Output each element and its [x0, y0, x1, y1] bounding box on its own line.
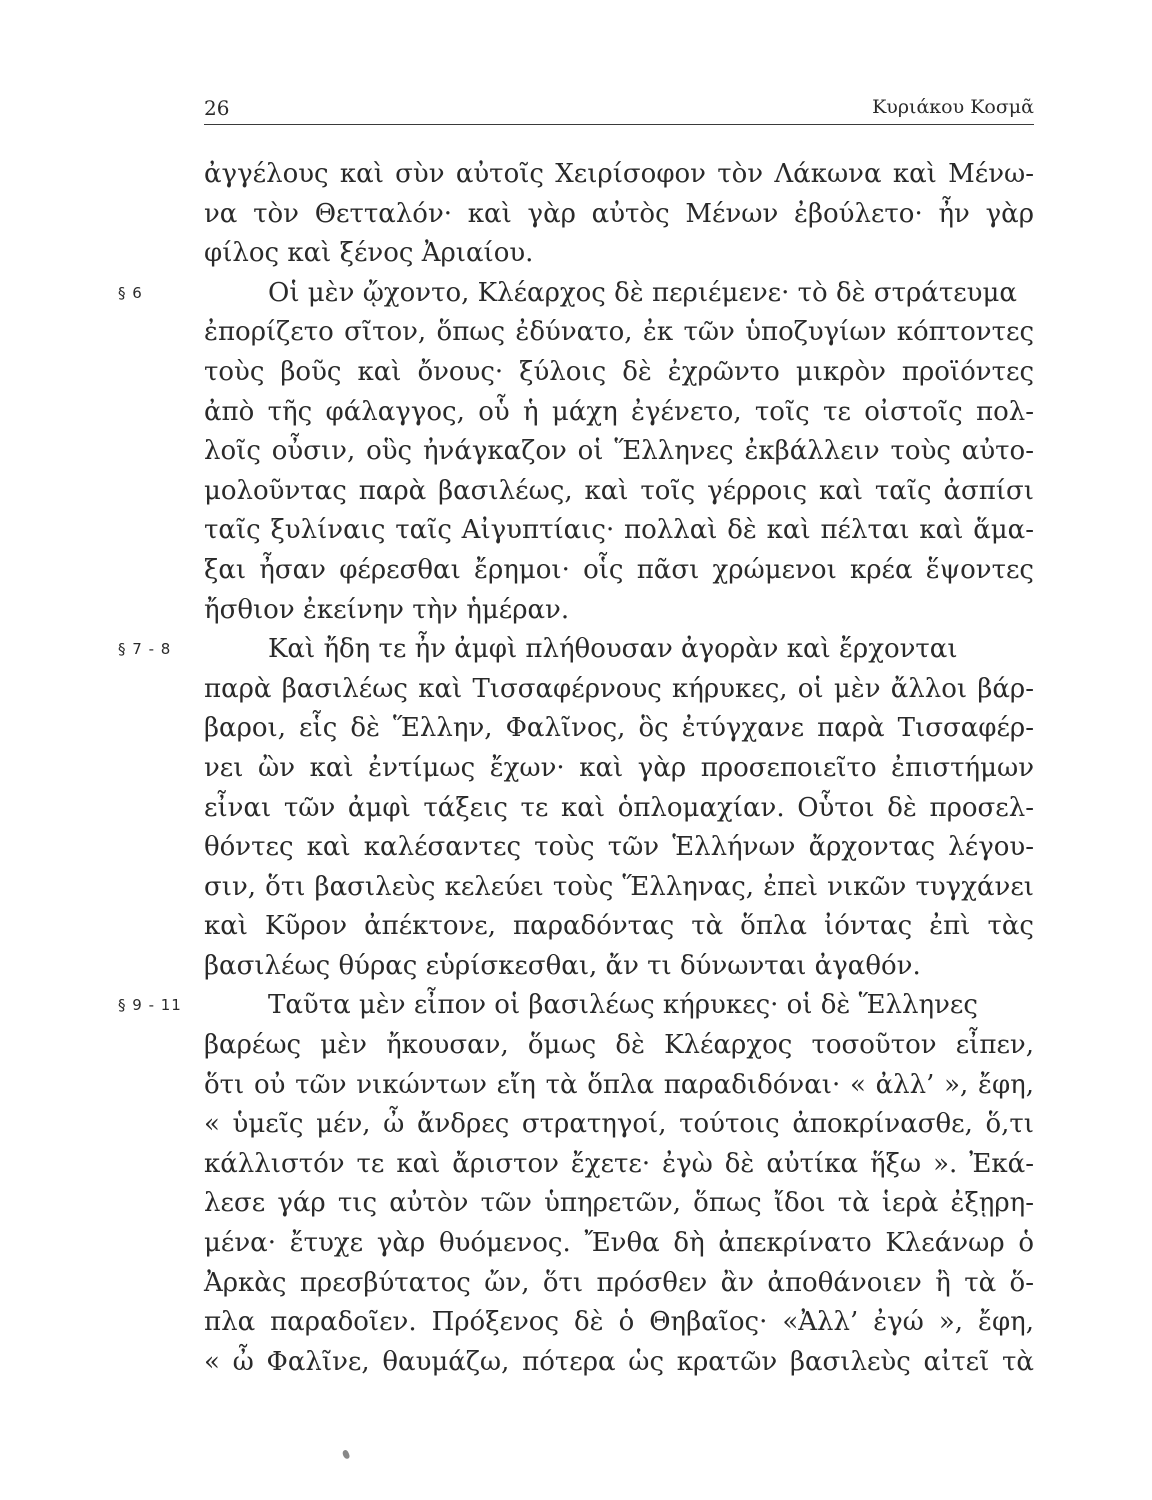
text-line: ἤσθιον ἐκείνην τὴν ἡμέραν. — [204, 594, 570, 625]
header-rule — [204, 124, 1034, 125]
text-line: ἀγγέλους καὶ σὺν αὐτοῖς Χειρίσοφον τὸν Λάκωνα καὶ Μένω- — [204, 159, 1034, 189]
text-line: βαρέως μὲν ἤκουσαν, ὅμως δὲ Κλέαρχος τοσοῦτον εἶπεν, — [204, 1030, 1034, 1061]
text-line: ταῖς ξυλίναις ταῖς Αἰγυπτίαις· πολλαὶ δὲ καὶ πέλται καὶ ἅμα- — [204, 515, 1034, 546]
text-line: ἀπὸ τῆς φάλαγγος, οὗ ἡ μάχη ἐγένετο, τοῖς τε οἰστοῖς πολ- — [204, 396, 1034, 427]
text-line: κάλλιστόν τε καὶ ἄριστον ἔχετε· ἐγὼ δὲ αὐτίκα ἥξω ». Ἐκά- — [204, 1148, 1034, 1179]
text-line: νει ὢν καὶ ἐντίμως ἔχων· καὶ γὰρ προσεποιεῖτο ἐπιστήμων — [204, 752, 1034, 783]
text-line: βασιλέως θύρας εὑρίσκεσθαι, ἄν τι δύνωνται ἀγαθόν. — [204, 950, 921, 981]
text-line: μένα· ἔτυχε γὰρ θυόμενος. Ἔνθα δὴ ἀπεκρίνατο Κλεάνωρ ὁ — [204, 1228, 1034, 1259]
text-line: λεσε γάρ τις αὐτὸν τῶν ὑπηρετῶν, ὅπως ἴδοι τὰ ἱερὰ ἐξῃρη- — [204, 1188, 1034, 1219]
text-line: § 6 Οἱ μὲν ᾤχοντο, Κλέαρχος δὲ περιέμενε· τὸ δὲ στράτευμα — [204, 274, 1034, 314]
text-line: καὶ Κῦρον ἀπέκτονε, παραδόντας τὰ ὅπλα ἰόντας ἐπὶ τὰς — [204, 911, 1034, 942]
body-text — [118, 155, 1034, 1382]
text-line: Ἀρκὰς πρεσβύτατος ὤν, ὅτι πρόσθεν ἂν ἀποθάνοιεν ἢ τὰ ὅ- — [204, 1267, 1034, 1298]
text-line: ἐπορίζετο σῖτον, ὅπως ἐδύνατο, ἐκ τῶν ὑποζυγίων κόπτοντες — [204, 317, 1034, 348]
section-marker: § 6 — [118, 283, 143, 302]
running-title: Κυριάκου Κοσμᾶ — [872, 96, 1034, 118]
section-marker: § 9 - 11 — [118, 996, 182, 1015]
text-line: να τὸν Θετταλόν· καὶ γὰρ αὐτὸς Μένων ἐβούλετο· ἦν γὰρ — [204, 198, 1034, 229]
ink-speck — [342, 1449, 351, 1460]
text-line: § 9 - 11 Ταῦτα μὲν εἶπον οἱ βασιλέως κήρυκες· οἱ δὲ Ἕλληνες — [204, 986, 1034, 1026]
text-line: πλα παραδοῖεν. Πρόξενος δὲ ὁ Θηβαῖος· «Ἀλλ’ ἐγώ », ἔφη, — [204, 1307, 1034, 1338]
text-line: παρὰ βασιλέως καὶ Τισσαφέρνους κήρυκες, οἱ μὲν ἄλλοι βάρ- — [204, 673, 1034, 704]
text-line: βαροι, εἷς δὲ Ἕλλην, Φαλῖνος, ὃς ἐτύγχανε παρὰ Τισσαφέρ- — [204, 713, 1034, 744]
text-line: § 7 - 8 Καὶ ἤδη τε ἦν ἀμφὶ πλήθουσαν ἀγορὰν καὶ ἔρχονται — [204, 630, 1034, 670]
text-line: θόντες καὶ καλέσαντες τοὺς τῶν Ἑλλήνων ἄρχοντας λέγου- — [204, 832, 1034, 863]
text-line: εἶναι τῶν ἀμφὶ τάξεις τε καὶ ὁπλομαχίαν. Οὗτοι δὲ προσελ- — [204, 792, 1034, 823]
text-line: σιν, ὅτι βασιλεὺς κελεύει τοὺς Ἕλληνας, ἐπεὶ νικῶν τυγχάνει — [204, 871, 1034, 902]
running-head — [204, 92, 1034, 122]
section-marker: § 7 - 8 — [118, 640, 172, 659]
text-line: φίλος καὶ ξένος Ἀριαίου. — [204, 238, 534, 269]
text-line: μολοῦντας παρὰ βασιλέως, καὶ τοῖς γέρροις καὶ ταῖς ἀσπίσι — [204, 475, 1034, 506]
text-line: ξαι ἦσαν φέρεσθαι ἔρημοι· οἷς πᾶσι χρώμενοι κρέα ἕψοντες — [204, 554, 1034, 585]
text-line: « ὑμεῖς μέν, ὦ ἄνδρες στρατηγοί, τούτοις ἀποκρίνασθε, ὅ,τι — [204, 1109, 1034, 1140]
text-line: τοὺς βοῦς καὶ ὄνους· ξύλοις δὲ ἐχρῶντο μικρὸν προϊόντες — [204, 356, 1034, 387]
text-line: ὅτι οὐ τῶν νικώντων εἴη τὰ ὅπλα παραδιδόναι· « ἀλλ’ », ἔφη, — [204, 1069, 1034, 1100]
text-line: « ὦ Φαλῖνε, θαυμάζω, πότερα ὡς κρατῶν βασιλεὺς αἰτεῖ τὰ — [204, 1346, 1034, 1377]
page-number: 26 — [204, 96, 230, 120]
text-line: λοῖς οὖσιν, οὓς ἠνάγκαζον οἱ Ἕλληνες ἐκβάλλειν τοὺς αὐτο- — [204, 436, 1034, 467]
